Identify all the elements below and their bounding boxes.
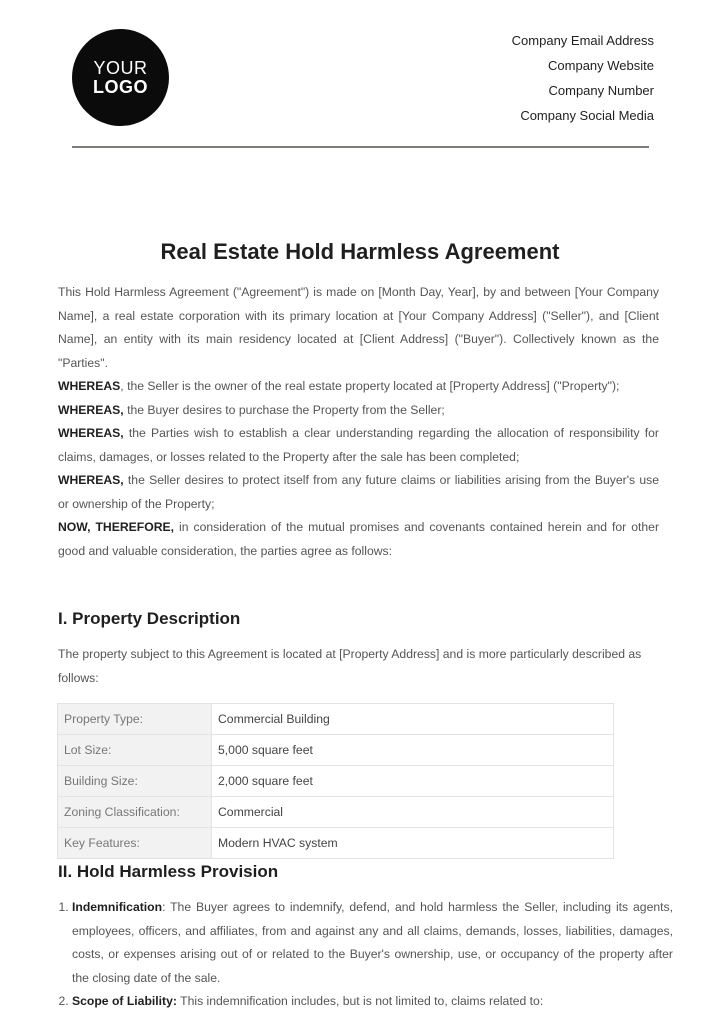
item-lead: Indemnification [72, 900, 163, 914]
property-description-text: The property subject to this Agreement is located at [Property Address] and is more particularly described as follows: [58, 647, 642, 685]
whereas-clause-2 [58, 399, 659, 423]
document-title: Real Estate Hold Harmless Agreement [160, 239, 560, 264]
section-heading-hold-harmless: II. Hold Harmless Provision [58, 862, 279, 881]
hold-harmless-list [58, 896, 673, 1014]
clause-lead: NOW, THEREFORE, [58, 520, 175, 534]
table-row [58, 828, 614, 859]
row-value: Commercial [212, 797, 614, 828]
company-social: Company Social Media [520, 108, 654, 123]
whereas-clause-1 [58, 375, 659, 399]
item-text: This indemnification includes, but is not limited to, claims related to: [176, 994, 544, 1008]
property-details-table [57, 703, 614, 859]
clause-lead: WHEREAS, [58, 426, 124, 440]
logo-line-1: YOUR [93, 57, 148, 78]
agreement-preamble [58, 281, 659, 563]
now-therefore-clause [58, 516, 659, 563]
row-value: Modern HVAC system [212, 828, 614, 859]
table-row [58, 704, 614, 735]
clause-lead: WHEREAS, [58, 402, 124, 417]
clause-text: the Parties wish to establish a clear understanding regarding the allocation of responsibility for claims, damages, or losses related to the Property after the sale has been completed; [58, 426, 659, 464]
row-value: 5,000 square feet [212, 735, 614, 766]
row-key: Key Features: [58, 828, 212, 859]
row-key: Lot Size: [58, 735, 212, 766]
company-website: Company Website [548, 58, 654, 73]
row-value: Commercial Building [212, 704, 614, 735]
company-info [512, 32, 654, 132]
list-item [72, 896, 673, 990]
table-row [58, 735, 614, 766]
clause-text: the Seller desires to protect itself from any future claims or liabilities arising from the Buyer's use or ownership of the Property; [58, 473, 659, 511]
company-number: Company Number [548, 83, 654, 98]
header-divider [72, 146, 649, 148]
clause-text: in consideration of the mutual promises and covenants contained herein and for other good and valuable consideration, the parties agree as follows: [58, 520, 659, 558]
table-row [58, 766, 614, 797]
clause-text: , the Seller is the owner of the real estate property located at [Property Address] ("Property"); [120, 379, 620, 393]
clause-text: the Buyer desires to purchase the Property from the Seller; [123, 402, 445, 417]
item-text: : The Buyer agrees to indemnify, defend, and hold harmless the Seller, including its agents, employees, officers, and affiliates, from and against any and all claims, demands, losses, liabilities, damages, costs, or expenses arising out of or related to the Buyer's ownership, use, or occupancy of the property after the closing date of the sale. [72, 900, 673, 985]
item-lead: Scope of Liability: [72, 994, 177, 1008]
row-key: Building Size: [58, 766, 212, 797]
intro-paragraph: This Hold Harmless Agreement ("Agreement") is made on [Month Day, Year], by and between [Your Company Name], a real estate corporation with its primary location at [Your Company Address] ("Seller"), and [Client Name], an entity with its main residency located at [Client Address] ("Buyer"). Collectively known as the "Parties". [58, 285, 659, 370]
company-logo [72, 29, 169, 126]
logo-line-2: LOGO [93, 76, 148, 97]
row-value: 2,000 square feet [212, 766, 614, 797]
table-row [58, 797, 614, 828]
whereas-clause-3 [58, 422, 659, 469]
section-heading-property: I. Property Description [58, 609, 241, 628]
clause-lead: WHEREAS [58, 379, 121, 393]
company-email: Company Email Address [511, 33, 654, 48]
whereas-clause-4 [58, 469, 659, 516]
row-key: Property Type: [58, 704, 212, 735]
row-key: Zoning Classification: [58, 797, 212, 828]
list-item [72, 990, 673, 1014]
clause-lead: WHEREAS, [58, 473, 124, 487]
